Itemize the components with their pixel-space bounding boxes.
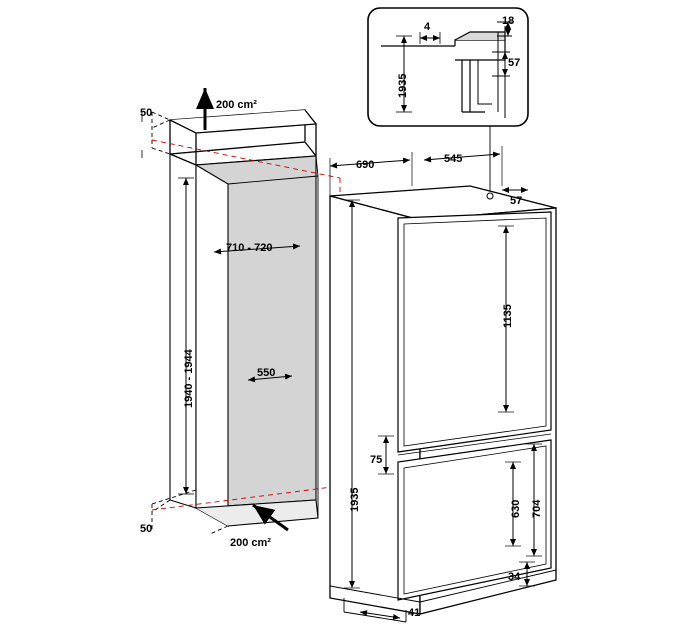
label-vent-bottom: 200 cm² — [230, 537, 271, 549]
label-niche-width: 710 - 720 — [226, 242, 273, 254]
label-vent-top: 200 cm² — [216, 99, 257, 111]
label-niche-depth: 550 — [257, 367, 276, 379]
label-foot-depth: 41 — [408, 607, 421, 619]
label-appliance-height: 1935 — [349, 487, 361, 512]
label-detail-height: 1935 — [397, 73, 409, 98]
label-freezer-compartment: 704 — [531, 499, 543, 518]
label-detail-top-b: 18 — [502, 15, 515, 27]
label-niche-top-gap: 50 — [140, 107, 153, 119]
label-door-gap: 75 — [370, 454, 383, 466]
label-door-width: 690 — [356, 159, 375, 171]
label-cabinet-width: 545 — [444, 153, 463, 165]
label-niche-height: 1940 - 1944 — [183, 349, 195, 408]
label-fridge-compartment: 1135 — [502, 304, 514, 328]
label-freezer-door: 630 — [510, 499, 522, 518]
label-detail-right: 57 — [508, 57, 521, 69]
label-niche-bottom-gap: 50 — [140, 523, 153, 535]
label-detail-top-a: 4 — [424, 21, 431, 33]
label-plinth-height: 34 — [508, 571, 521, 583]
label-hinge-offset: 57 — [510, 195, 523, 207]
